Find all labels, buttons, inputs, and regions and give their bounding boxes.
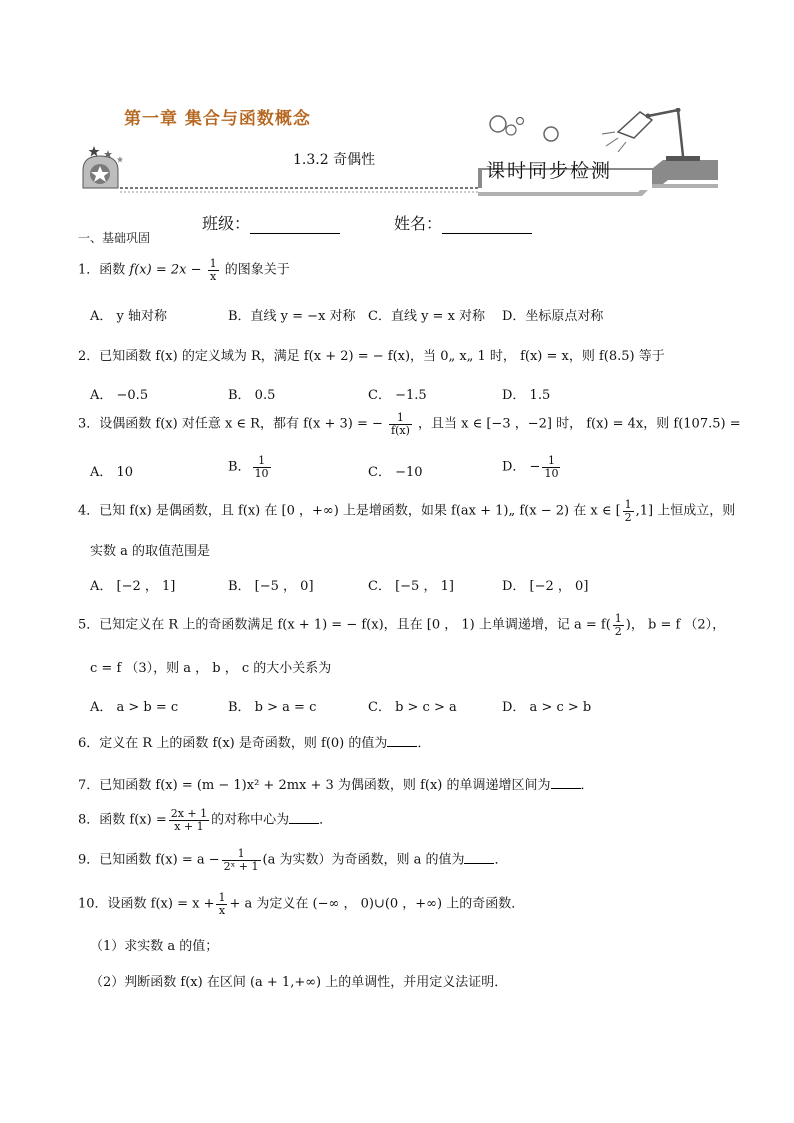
q4-option-d: D． [−2 ， 0] xyxy=(502,579,589,594)
q2-option-b: B． 0.5 xyxy=(228,388,276,403)
q5-option-b: B． b > a = c xyxy=(228,700,317,715)
q5-option-a: A． a > b = c xyxy=(90,700,179,715)
q1-fraction: $\frac{1}{x}$ xyxy=(209,257,217,283)
q10-part-2: （2）判断函数 f(x) 在区间 (a + 1,+∞) 上的单调性，并用定义法证明． xyxy=(90,975,508,990)
q7-answer-blank[interactable] xyxy=(551,776,581,789)
q8-fraction: $\frac{2x + 1}{x + 1}$ xyxy=(170,807,208,833)
q4-option-b: B． [−5 ， 0] xyxy=(228,579,314,594)
name-blank[interactable] xyxy=(442,217,532,234)
q3-option-d: D． − $\frac{1}{10}$ xyxy=(502,454,559,480)
q4-line-2: 实数 a 的取值范围是 xyxy=(90,544,211,559)
q5-text-b: )， b = f （2）， xyxy=(625,617,726,633)
question-5 xyxy=(78,613,725,637)
q1-option-b: B．直线 y = −x 对称 xyxy=(228,309,356,324)
bubbles-icon xyxy=(490,116,558,141)
q3-option-c: C． −10 xyxy=(368,465,423,480)
banner-title: 课时同步检测 xyxy=(486,160,613,182)
q1-number: 1．函数 xyxy=(78,262,126,278)
q4-option-a: A． [−2 ， 1] xyxy=(90,579,176,594)
desk-lamp-icon xyxy=(602,108,700,161)
q5-text-a: 5．已知定义在 R 上的奇函数满足 f(x + 1) = − f(x)，且在 [0 ， 1) 上单调递增，记 a = f( xyxy=(78,617,611,633)
star-badge-icon xyxy=(83,146,123,188)
section-title: 1.3.2 奇偶性 xyxy=(293,152,376,168)
q1-option-a: A． y 轴对称 xyxy=(90,309,167,324)
q6-answer-blank[interactable] xyxy=(387,734,417,747)
q8-answer-blank[interactable] xyxy=(289,811,319,824)
chapter-title: 第一章 集合与函数概念 xyxy=(124,109,311,129)
question-4 xyxy=(78,499,735,523)
question-9: 9．已知函数 f(x) = a − $\frac{1}{\text{2ˣ + 1}}$ (a 为实数）为奇函数，则 a 的值为 ． xyxy=(78,847,508,873)
q4-option-c: C． [−5 ， 1] xyxy=(368,579,454,594)
q10-part-1: （1）求实数 a 的值； xyxy=(90,939,219,954)
question-3 xyxy=(78,412,741,436)
q5-option-d: D． a > c > b xyxy=(502,700,592,715)
q9-fraction: $\frac{1}{\text{2ˣ + 1}}$ xyxy=(223,847,259,873)
q5-line-2: c = f （3），则 a ， b ， c 的大小关系为 xyxy=(90,661,332,676)
q4-text-b: ,1] 上恒成立，则 xyxy=(635,503,736,519)
name-label: 姓名： xyxy=(394,214,443,233)
q3-text-a: 3．设偶函数 f(x) 对任意 x ∈ R，都有 f(x + 3) = − xyxy=(78,416,383,432)
q5-fraction: $\frac{1}{2}$ xyxy=(614,612,622,638)
name-field xyxy=(394,211,532,234)
class-field xyxy=(202,211,340,234)
q1-option-d: D．坐标原点对称 xyxy=(502,309,604,324)
q9-answer-blank[interactable] xyxy=(464,851,494,864)
part-heading: 一、基础巩固 xyxy=(78,231,151,245)
q1-text: 的图象关于 xyxy=(224,262,290,278)
q3-option-a: A． 10 xyxy=(90,465,134,480)
q3-text-b: ，且当 x ∈ [−3 ，−2] 时， f(x) = 4x，则 f(107.5) = xyxy=(418,416,741,432)
q1-option-c: C．直线 y = x 对称 xyxy=(368,309,486,324)
q3-option-b: B． $\frac{1}{10}$ xyxy=(228,454,269,480)
question-8: 8．函数 f(x) = $\frac{2x + 1}{x + 1}$ 的对称中心为 ． xyxy=(78,807,333,833)
question-6: 6．定义在 R 上的函数 f(x) 是奇函数，则 f(0) 的值为 ． xyxy=(78,736,431,751)
question-10: 10．设函数 f(x) = x + $\frac{1}{x}$ + a 为定义在 (−∞ ， 0)∪(0 ，+∞) 上的奇函数． xyxy=(78,891,525,917)
q2-option-a: A． −0.5 xyxy=(90,388,149,403)
q4-fraction: $\frac{1}{2}$ xyxy=(624,498,632,524)
q10-fraction: $\frac{1}{x}$ xyxy=(218,891,226,917)
q2-option-d: D． 1.5 xyxy=(502,388,551,403)
question-7: 7．已知函数 f(x) = (m − 1)x² + 2mx + 3 为偶函数，则 f(x) 的单调递增区间为 ． xyxy=(78,778,594,793)
q4-text-a: 4．已知 f(x) 是偶函数，且 f(x) 在 [0 ，+∞) 上是增函数，如果 f(ax + 1)„ f(x − 2) 在 x ∈ [ xyxy=(78,503,621,519)
class-blank[interactable] xyxy=(250,217,340,234)
question-2: 2．已知函数 f(x) 的定义域为 R，满足 f(x + 2) = − f(x)，当 0„ x„ 1 时， f(x) = x，则 f(8.5) 等于 xyxy=(78,349,665,364)
class-label: 班级： xyxy=(202,214,251,233)
q3-fraction: $\frac{1}{f(x)}$ xyxy=(391,411,410,437)
question-1 xyxy=(78,258,290,282)
q2-option-c: C． −1.5 xyxy=(368,388,427,403)
q5-option-c: C． b > c > a xyxy=(368,700,457,715)
q1-formula: f(x) = 2x − xyxy=(129,262,202,278)
